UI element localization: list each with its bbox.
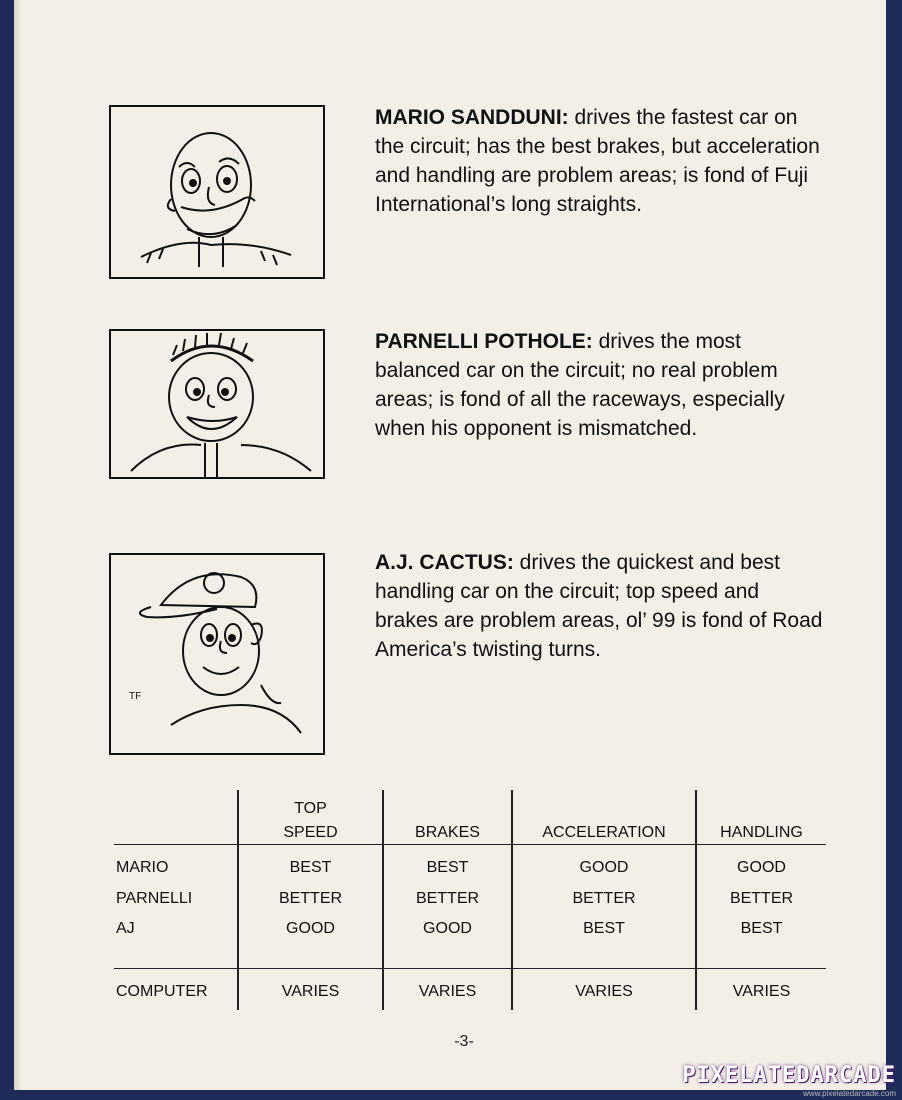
bio-name: A.J. CACTUS: — [375, 551, 514, 574]
portrait-aj-cactus — [109, 553, 325, 755]
cell-acceleration: VARIES — [575, 983, 633, 1000]
aj-cactus-caricature — [111, 555, 323, 753]
row-label-parnelli: PARNELLI — [116, 890, 193, 907]
bio-name: MARIO SANDDUNI: — [375, 106, 569, 129]
row-label-aj: AJ — [116, 920, 135, 937]
row-label-mario: MARIO — [116, 859, 169, 876]
bio-parnelli — [375, 327, 825, 443]
cell-brakes: GOOD — [423, 920, 472, 937]
cell-handling: VARIES — [732, 983, 791, 1000]
portrait-signature: TF — [129, 691, 142, 702]
cell-handling: BETTER — [729, 890, 794, 907]
bio-text: drives the quickest and best handling car on the circuit; top speed and brakes are problem areas, ol’ 99 is fond of Road America’s twisting turns. — [375, 551, 823, 661]
mario-caricature — [111, 107, 323, 277]
bio-mario — [375, 103, 825, 219]
page-number: -3- — [454, 1033, 474, 1050]
cell-acceleration: GOOD — [579, 859, 629, 876]
table-footer-rule — [114, 968, 826, 969]
cell-handling: GOOD — [737, 859, 786, 876]
cell-brakes: BEST — [426, 859, 469, 876]
cell-speed: BEST — [289, 859, 332, 876]
portrait-parnelli — [109, 329, 325, 479]
manual-page — [14, 0, 886, 1090]
row-label-computer: COMPUTER — [116, 983, 208, 1000]
header-acceleration: ACCELERATION — [542, 824, 666, 841]
bio-name: PARNELLI POTHOLE: — [375, 330, 593, 353]
driver-comparison-table — [114, 790, 826, 1010]
cell-handling: BEST — [740, 920, 783, 937]
cell-speed: BETTER — [278, 890, 343, 907]
cell-brakes: BETTER — [415, 890, 480, 907]
header-top: TOP — [294, 800, 327, 817]
cell-speed: GOOD — [286, 920, 335, 937]
portrait-mario — [109, 105, 325, 279]
watermark-url: www.pixelatedarcade.com — [803, 1089, 896, 1098]
cell-speed: VARIES — [281, 983, 340, 1000]
header-speed: SPEED — [283, 824, 338, 841]
parnelli-caricature — [111, 331, 323, 477]
cell-acceleration: BETTER — [572, 890, 636, 907]
header-handling: HANDLING — [720, 824, 803, 841]
cell-brakes: VARIES — [418, 983, 477, 1000]
page-spine-shadow — [14, 0, 22, 1090]
header-brakes: BRAKES — [415, 824, 480, 841]
watermark-logo: PIXELATEDARCADE — [682, 1063, 896, 1088]
bio-aj-cactus — [375, 548, 825, 664]
bio-text: drives the most balanced car on the circuit; no real problem areas; is fond of all the raceways, especially when his opponent is mismatched. — [375, 330, 785, 440]
table-header-rule — [114, 844, 826, 845]
bio-text: drives the fastest car on the circuit; has the best brakes, but acceleration and handling are problem areas; is fond of Fuji International’s long straights. — [375, 106, 820, 216]
cell-acceleration: BEST — [583, 920, 625, 937]
